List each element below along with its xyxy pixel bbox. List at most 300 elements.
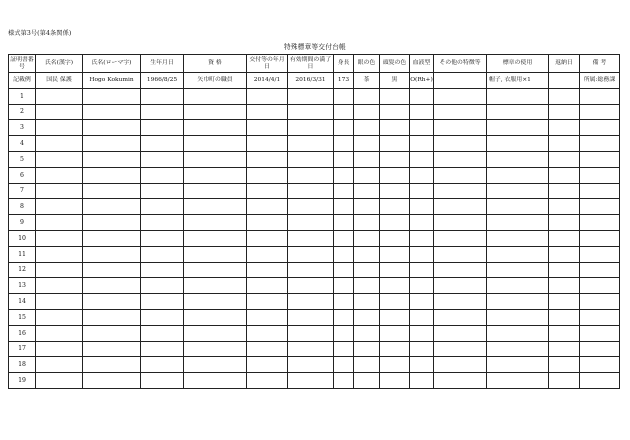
cell-birth[interactable]	[141, 136, 184, 152]
cell-name-roma[interactable]	[83, 88, 141, 104]
table-row	[9, 151, 620, 167]
cell-issue-date[interactable]	[247, 120, 288, 136]
cell-birth[interactable]	[141, 230, 184, 246]
cell-emblem-use[interactable]	[487, 309, 549, 325]
cell-expiry[interactable]	[288, 309, 334, 325]
cell-name-roma[interactable]	[83, 167, 141, 183]
cell-height[interactable]	[334, 278, 354, 294]
cell-name-roma[interactable]	[83, 230, 141, 246]
table-row	[9, 341, 620, 357]
cell-birth[interactable]	[141, 104, 184, 120]
cell-issue-date[interactable]	[247, 199, 288, 215]
cell-emblem-use[interactable]	[487, 325, 549, 341]
cell-return-date[interactable]	[549, 88, 580, 104]
example-remarks: 所属:総務課	[580, 73, 620, 89]
cell-features[interactable]	[434, 199, 487, 215]
cell-name-kanji[interactable]	[36, 294, 83, 310]
cell-return-date[interactable]	[549, 215, 580, 231]
form-number-label: 様式第3号(第4条関係)	[8, 30, 72, 37]
cell-name-kanji[interactable]	[36, 262, 83, 278]
cell-return-date[interactable]	[549, 309, 580, 325]
cell-issue-date[interactable]	[247, 262, 288, 278]
cell-height[interactable]	[334, 88, 354, 104]
table-row	[9, 183, 620, 199]
cell-qualification[interactable]	[184, 104, 247, 120]
cell-expiry[interactable]	[288, 104, 334, 120]
cell-return-date[interactable]	[549, 357, 580, 373]
cell-return-date[interactable]	[549, 167, 580, 183]
cell-return-date[interactable]	[549, 294, 580, 310]
example-blood-type: O(Rh+)	[410, 73, 434, 89]
table-row	[9, 230, 620, 246]
cell-emblem-use[interactable]	[487, 357, 549, 373]
cell-birth[interactable]	[141, 151, 184, 167]
cell-features[interactable]	[434, 278, 487, 294]
cell-return-date[interactable]	[549, 246, 580, 262]
header-issue-date: 交付等の年月日	[247, 55, 288, 73]
issuance-register-table	[8, 54, 620, 389]
cell-issue-date[interactable]	[247, 151, 288, 167]
cell-features[interactable]	[434, 183, 487, 199]
cell-eye[interactable]	[354, 88, 380, 104]
cell-return-date[interactable]	[549, 136, 580, 152]
cell-emblem-use[interactable]	[487, 136, 549, 152]
cell-emblem-use[interactable]	[487, 341, 549, 357]
cell-blood[interactable]	[410, 230, 434, 246]
cell-expiry[interactable]	[288, 262, 334, 278]
cell-blood[interactable]	[410, 183, 434, 199]
cell-features[interactable]	[434, 341, 487, 357]
row-number: 13	[9, 278, 36, 294]
cell-blood[interactable]	[410, 341, 434, 357]
cell-hair[interactable]	[380, 215, 410, 231]
cell-blood[interactable]	[410, 262, 434, 278]
cell-qualification[interactable]	[184, 230, 247, 246]
cell-features[interactable]	[434, 325, 487, 341]
cell-features[interactable]	[434, 262, 487, 278]
cell-features[interactable]	[434, 88, 487, 104]
cell-emblem-use[interactable]	[487, 183, 549, 199]
cell-name-roma[interactable]	[83, 136, 141, 152]
header-blood-type: 血液型	[410, 55, 434, 73]
table-row	[9, 246, 620, 262]
cell-emblem-use[interactable]	[487, 278, 549, 294]
cell-expiry[interactable]	[288, 151, 334, 167]
cell-return-date[interactable]	[549, 120, 580, 136]
cell-name-kanji[interactable]	[36, 88, 83, 104]
cell-hair[interactable]	[380, 104, 410, 120]
cell-eye[interactable]	[354, 199, 380, 215]
cell-remarks[interactable]	[580, 341, 620, 357]
cell-features[interactable]	[434, 167, 487, 183]
cell-remarks[interactable]	[580, 215, 620, 231]
cell-emblem-use[interactable]	[487, 262, 549, 278]
cell-blood[interactable]	[410, 373, 434, 389]
cell-birth[interactable]	[141, 309, 184, 325]
cell-return-date[interactable]	[549, 199, 580, 215]
cell-eye[interactable]	[354, 246, 380, 262]
row-number: 7	[9, 183, 36, 199]
cell-hair[interactable]	[380, 262, 410, 278]
cell-hair[interactable]	[380, 341, 410, 357]
cell-name-kanji[interactable]	[36, 215, 83, 231]
cell-birth[interactable]	[141, 215, 184, 231]
cell-eye[interactable]	[354, 325, 380, 341]
cell-expiry[interactable]	[288, 373, 334, 389]
cell-birth[interactable]	[141, 199, 184, 215]
cell-qualification[interactable]	[184, 199, 247, 215]
cell-emblem-use[interactable]	[487, 294, 549, 310]
cell-height[interactable]	[334, 136, 354, 152]
cell-height[interactable]	[334, 341, 354, 357]
cell-eye[interactable]	[354, 230, 380, 246]
cell-birth[interactable]	[141, 325, 184, 341]
cell-name-kanji[interactable]	[36, 120, 83, 136]
cell-features[interactable]	[434, 136, 487, 152]
cell-eye[interactable]	[354, 357, 380, 373]
cell-expiry[interactable]	[288, 230, 334, 246]
cell-hair[interactable]	[380, 294, 410, 310]
cell-emblem-use[interactable]	[487, 373, 549, 389]
cell-hair[interactable]	[380, 88, 410, 104]
cell-hair[interactable]	[380, 246, 410, 262]
cell-height[interactable]	[334, 151, 354, 167]
cell-birth[interactable]	[141, 373, 184, 389]
cell-blood[interactable]	[410, 278, 434, 294]
cell-name-roma[interactable]	[83, 357, 141, 373]
cell-qualification[interactable]	[184, 262, 247, 278]
cell-name-roma[interactable]	[83, 151, 141, 167]
cell-issue-date[interactable]	[247, 246, 288, 262]
cell-features[interactable]	[434, 373, 487, 389]
cell-height[interactable]	[334, 357, 354, 373]
cell-hair[interactable]	[380, 120, 410, 136]
cell-name-kanji[interactable]	[36, 167, 83, 183]
cell-remarks[interactable]	[580, 262, 620, 278]
cell-eye[interactable]	[354, 151, 380, 167]
cell-remarks[interactable]	[580, 120, 620, 136]
cell-blood[interactable]	[410, 215, 434, 231]
cell-blood[interactable]	[410, 199, 434, 215]
cell-remarks[interactable]	[580, 151, 620, 167]
header-return-date: 返納日	[549, 55, 580, 73]
cell-features[interactable]	[434, 294, 487, 310]
cell-issue-date[interactable]	[247, 215, 288, 231]
cell-height[interactable]	[334, 230, 354, 246]
cell-eye[interactable]	[354, 136, 380, 152]
cell-return-date[interactable]	[549, 341, 580, 357]
row-number: 11	[9, 246, 36, 262]
cell-name-roma[interactable]	[83, 215, 141, 231]
cell-name-roma[interactable]	[83, 373, 141, 389]
cell-height[interactable]	[334, 215, 354, 231]
cell-name-roma[interactable]	[83, 183, 141, 199]
cell-name-roma[interactable]	[83, 294, 141, 310]
cell-name-kanji[interactable]	[36, 199, 83, 215]
cell-expiry[interactable]	[288, 183, 334, 199]
cell-issue-date[interactable]	[247, 88, 288, 104]
cell-eye[interactable]	[354, 104, 380, 120]
cell-features[interactable]	[434, 120, 487, 136]
cell-name-roma[interactable]	[83, 199, 141, 215]
cell-name-roma[interactable]	[83, 309, 141, 325]
header-emblem-use: 標章の使用	[487, 55, 549, 73]
cell-hair[interactable]	[380, 183, 410, 199]
cell-issue-date[interactable]	[247, 309, 288, 325]
row-number: 10	[9, 230, 36, 246]
cell-name-kanji[interactable]	[36, 246, 83, 262]
cell-expiry[interactable]	[288, 278, 334, 294]
cell-emblem-use[interactable]	[487, 167, 549, 183]
cell-eye[interactable]	[354, 262, 380, 278]
cell-emblem-use[interactable]	[487, 215, 549, 231]
cell-features[interactable]	[434, 104, 487, 120]
cell-expiry[interactable]	[288, 325, 334, 341]
cell-blood[interactable]	[410, 246, 434, 262]
example-other-features	[434, 73, 487, 89]
cell-height[interactable]	[334, 262, 354, 278]
example-birth-date: 1966/8/25	[141, 73, 184, 89]
cell-height[interactable]	[334, 309, 354, 325]
cell-issue-date[interactable]	[247, 373, 288, 389]
cell-blood[interactable]	[410, 325, 434, 341]
cell-issue-date[interactable]	[247, 183, 288, 199]
cell-emblem-use[interactable]	[487, 88, 549, 104]
cell-name-roma[interactable]	[83, 246, 141, 262]
cell-issue-date[interactable]	[247, 136, 288, 152]
cell-qualification[interactable]	[184, 246, 247, 262]
cell-birth[interactable]	[141, 294, 184, 310]
cell-return-date[interactable]	[549, 262, 580, 278]
cell-hair[interactable]	[380, 199, 410, 215]
cell-remarks[interactable]	[580, 325, 620, 341]
cell-return-date[interactable]	[549, 278, 580, 294]
cell-hair[interactable]	[380, 309, 410, 325]
cell-height[interactable]	[334, 183, 354, 199]
cell-eye[interactable]	[354, 373, 380, 389]
header-expiry-date: 有効期間の満了日	[288, 55, 334, 73]
cell-qualification[interactable]	[184, 88, 247, 104]
example-row	[9, 73, 620, 89]
cell-height[interactable]	[334, 246, 354, 262]
cell-name-kanji[interactable]	[36, 341, 83, 357]
cell-height[interactable]	[334, 167, 354, 183]
cell-expiry[interactable]	[288, 167, 334, 183]
cell-features[interactable]	[434, 357, 487, 373]
cell-name-kanji[interactable]	[36, 278, 83, 294]
cell-emblem-use[interactable]	[487, 151, 549, 167]
cell-expiry[interactable]	[288, 341, 334, 357]
cell-expiry[interactable]	[288, 136, 334, 152]
cell-eye[interactable]	[354, 341, 380, 357]
cell-birth[interactable]	[141, 183, 184, 199]
cell-height[interactable]	[334, 120, 354, 136]
cell-emblem-use[interactable]	[487, 120, 549, 136]
cell-blood[interactable]	[410, 104, 434, 120]
cell-hair[interactable]	[380, 325, 410, 341]
cell-height[interactable]	[334, 199, 354, 215]
cell-remarks[interactable]	[580, 199, 620, 215]
cell-return-date[interactable]	[549, 325, 580, 341]
cell-remarks[interactable]	[580, 357, 620, 373]
cell-blood[interactable]	[410, 136, 434, 152]
cell-qualification[interactable]	[184, 373, 247, 389]
cell-birth[interactable]	[141, 88, 184, 104]
cell-qualification[interactable]	[184, 294, 247, 310]
cell-hair[interactable]	[380, 357, 410, 373]
header-cert-no: 証明書番号	[9, 55, 36, 73]
cell-remarks[interactable]	[580, 246, 620, 262]
cell-remarks[interactable]	[580, 88, 620, 104]
cell-eye[interactable]	[354, 215, 380, 231]
cell-name-roma[interactable]	[83, 341, 141, 357]
cell-remarks[interactable]	[580, 104, 620, 120]
cell-height[interactable]	[334, 294, 354, 310]
cell-qualification[interactable]	[184, 341, 247, 357]
cell-qualification[interactable]	[184, 325, 247, 341]
cell-eye[interactable]	[354, 278, 380, 294]
cell-features[interactable]	[434, 309, 487, 325]
cell-birth[interactable]	[141, 278, 184, 294]
cell-name-kanji[interactable]	[36, 309, 83, 325]
cell-blood[interactable]	[410, 309, 434, 325]
cell-emblem-use[interactable]	[487, 246, 549, 262]
cell-qualification[interactable]	[184, 167, 247, 183]
cell-blood[interactable]	[410, 120, 434, 136]
header-birth-date: 生年月日	[141, 55, 184, 73]
cell-return-date[interactable]	[549, 373, 580, 389]
cell-name-kanji[interactable]	[36, 230, 83, 246]
cell-birth[interactable]	[141, 357, 184, 373]
cell-remarks[interactable]	[580, 294, 620, 310]
cell-expiry[interactable]	[288, 215, 334, 231]
cell-remarks[interactable]	[580, 278, 620, 294]
cell-qualification[interactable]	[184, 151, 247, 167]
cell-features[interactable]	[434, 151, 487, 167]
cell-expiry[interactable]	[288, 357, 334, 373]
cell-return-date[interactable]	[549, 104, 580, 120]
cell-height[interactable]	[334, 373, 354, 389]
cell-issue-date[interactable]	[247, 294, 288, 310]
cell-hair[interactable]	[380, 373, 410, 389]
cell-name-roma[interactable]	[83, 325, 141, 341]
cell-name-roma[interactable]	[83, 278, 141, 294]
table-row	[9, 88, 620, 104]
cell-blood[interactable]	[410, 294, 434, 310]
example-issue-date: 2014/4/1	[247, 73, 288, 89]
cell-return-date[interactable]	[549, 183, 580, 199]
cell-hair[interactable]	[380, 151, 410, 167]
cell-qualification[interactable]	[184, 278, 247, 294]
example-expiry-date: 2016/3/31	[288, 73, 334, 89]
cell-remarks[interactable]	[580, 230, 620, 246]
cell-return-date[interactable]	[549, 230, 580, 246]
row-number: 17	[9, 341, 36, 357]
table-row	[9, 104, 620, 120]
cell-name-roma[interactable]	[83, 262, 141, 278]
cell-name-kanji[interactable]	[36, 104, 83, 120]
cell-remarks[interactable]	[580, 167, 620, 183]
cell-hair[interactable]	[380, 167, 410, 183]
cell-issue-date[interactable]	[247, 167, 288, 183]
cell-birth[interactable]	[141, 262, 184, 278]
cell-features[interactable]	[434, 246, 487, 262]
cell-eye[interactable]	[354, 120, 380, 136]
cell-name-roma[interactable]	[83, 104, 141, 120]
cell-height[interactable]	[334, 325, 354, 341]
cell-blood[interactable]	[410, 167, 434, 183]
cell-name-kanji[interactable]	[36, 183, 83, 199]
cell-expiry[interactable]	[288, 88, 334, 104]
cell-features[interactable]	[434, 230, 487, 246]
cell-name-kanji[interactable]	[36, 373, 83, 389]
row-number: 12	[9, 262, 36, 278]
cell-qualification[interactable]	[184, 183, 247, 199]
cell-remarks[interactable]	[580, 309, 620, 325]
cell-issue-date[interactable]	[247, 357, 288, 373]
cell-qualification[interactable]	[184, 215, 247, 231]
cell-emblem-use[interactable]	[487, 104, 549, 120]
cell-expiry[interactable]	[288, 294, 334, 310]
cell-name-kanji[interactable]	[36, 325, 83, 341]
cell-features[interactable]	[434, 215, 487, 231]
cell-hair[interactable]	[380, 278, 410, 294]
cell-emblem-use[interactable]	[487, 199, 549, 215]
cell-blood[interactable]	[410, 357, 434, 373]
cell-qualification[interactable]	[184, 357, 247, 373]
cell-blood[interactable]	[410, 151, 434, 167]
cell-hair[interactable]	[380, 136, 410, 152]
cell-issue-date[interactable]	[247, 341, 288, 357]
cell-name-kanji[interactable]	[36, 136, 83, 152]
cell-birth[interactable]	[141, 120, 184, 136]
table-row	[9, 278, 620, 294]
cell-emblem-use[interactable]	[487, 230, 549, 246]
cell-return-date[interactable]	[549, 151, 580, 167]
cell-remarks[interactable]	[580, 373, 620, 389]
cell-birth[interactable]	[141, 167, 184, 183]
table-row	[9, 373, 620, 389]
row-number: 14	[9, 294, 36, 310]
cell-birth[interactable]	[141, 341, 184, 357]
cell-blood[interactable]	[410, 88, 434, 104]
cell-expiry[interactable]	[288, 120, 334, 136]
cell-remarks[interactable]	[580, 136, 620, 152]
cell-issue-date[interactable]	[247, 325, 288, 341]
cell-height[interactable]	[334, 104, 354, 120]
cell-qualification[interactable]	[184, 120, 247, 136]
cell-remarks[interactable]	[580, 183, 620, 199]
cell-eye[interactable]	[354, 294, 380, 310]
cell-eye[interactable]	[354, 309, 380, 325]
cell-issue-date[interactable]	[247, 278, 288, 294]
cell-qualification[interactable]	[184, 309, 247, 325]
cell-expiry[interactable]	[288, 199, 334, 215]
cell-hair[interactable]	[380, 230, 410, 246]
cell-birth[interactable]	[141, 246, 184, 262]
cell-eye[interactable]	[354, 167, 380, 183]
cell-issue-date[interactable]	[247, 230, 288, 246]
cell-expiry[interactable]	[288, 246, 334, 262]
cell-name-roma[interactable]	[83, 120, 141, 136]
cell-eye[interactable]	[354, 183, 380, 199]
header-row	[9, 55, 620, 73]
cell-name-kanji[interactable]	[36, 357, 83, 373]
example-qualification: 矢巾町の職員	[184, 73, 247, 89]
cell-name-kanji[interactable]	[36, 151, 83, 167]
cell-issue-date[interactable]	[247, 104, 288, 120]
cell-qualification[interactable]	[184, 136, 247, 152]
